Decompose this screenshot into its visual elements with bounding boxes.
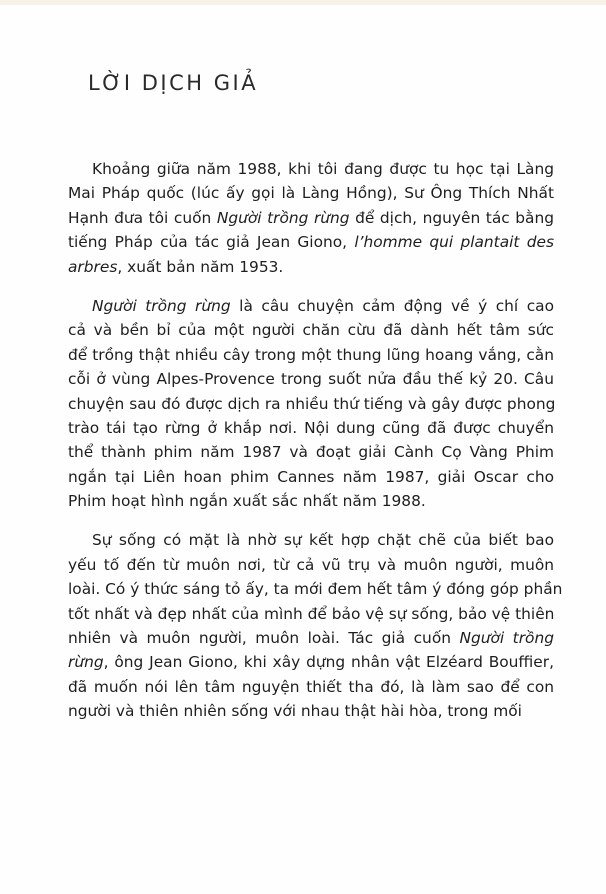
text-line (68, 528, 554, 552)
text-run: là câu chuyện cảm động về ý chí cao (230, 296, 555, 315)
text-line (68, 416, 554, 440)
paragraph (68, 157, 554, 279)
italic-text: rừng (68, 653, 104, 672)
text-line (68, 255, 554, 279)
text-run: để trồng thật nhiều cây trong một thung lũng hoang vắng, cằn (68, 345, 554, 364)
text-line (68, 181, 554, 205)
text-run: thể thành phim năm 1987 và đoạt giải Cành Cọ Vàng Phim (68, 443, 554, 462)
paragraph (68, 528, 563, 723)
text-line (68, 318, 554, 342)
text-run: để dịch, nguyên tác bằng (349, 208, 554, 227)
text-line (68, 626, 554, 650)
text-run: Phim hoạt hình ngắn xuất sắc nhất năm 1988. (68, 492, 426, 511)
text-line (68, 440, 554, 464)
text-run: người và thiên nhiên sống với nhau thật hài hòa, trong mối (68, 702, 522, 721)
text-line (68, 157, 554, 181)
page-heading: LỜI DỊCH GIẢ (88, 71, 259, 95)
text-line (68, 294, 554, 318)
text-run: nhiên và muôn người, muôn loài. Tác giả cuốn (68, 629, 460, 648)
text-run: tiếng Pháp của tác giả Jean Giono, (68, 233, 355, 252)
italic-text: l’homme qui plantait des (354, 233, 554, 252)
text-run: Mai Pháp quốc (lúc ấy gọi là Làng Hồng), Sư Ông Thích Nhất (68, 184, 554, 203)
text-run: chuyện sau đó được dịch ra nhiều thứ tiếng và gây được phong (68, 394, 556, 413)
italic-text: Người trồng rừng (216, 208, 350, 227)
text-line (68, 465, 554, 489)
text-line (68, 553, 554, 577)
text-line (68, 367, 554, 391)
text-run: , ông Jean Giono, khi xây dựng nhân vật Elzéard Bouffier, (103, 653, 554, 672)
text-line (68, 230, 554, 254)
body-text (68, 157, 563, 739)
text-run: Sự sống có mặt là nhờ sự kết hợp chặt chẽ của biết bao (92, 531, 554, 550)
text-line (68, 675, 554, 699)
text-run: yếu tố đến từ muôn nơi, từ cả vũ trụ và muôn người, muôn (68, 555, 554, 574)
text-line (68, 489, 554, 513)
italic-text: Người trồng rừng (92, 296, 231, 315)
text-line (68, 650, 554, 674)
text-run: loài. Có ý thức sáng tỏ ấy, ta mới đem hết tâm ý đóng góp phần (68, 580, 563, 599)
text-line (68, 577, 563, 601)
italic-text: Người trồng (459, 629, 554, 648)
text-run: cỗi ở vùng Alpes-Provence trong suốt nửa đầu thế kỷ 20. Câu (68, 370, 554, 389)
text-run: ngắn tại Liên hoan phim Cannes năm 1987, giải Oscar cho (68, 467, 554, 486)
paragraph (68, 294, 554, 514)
text-run: Khoảng giữa năm 1988, khi tôi đang được tu học tại Làng (92, 160, 554, 178)
text-line (68, 343, 554, 367)
text-run: trào tái tạo rừng ở khắp nơi. Nội dung cũng đã được chuyển (68, 418, 554, 437)
text-run: đã muốn nói lên tâm nguyện thiết tha đó, là làm sao để con (68, 677, 554, 696)
text-run: cả và bền bỉ của một người chăn cừu đã dành hết tâm sức (68, 321, 554, 340)
text-line (68, 699, 554, 723)
text-line (68, 206, 554, 230)
book-page (0, 5, 606, 894)
text-line (68, 392, 554, 416)
text-run: , xuất bản năm 1953. (117, 257, 284, 276)
text-line (68, 602, 554, 626)
text-run: tốt nhất và đẹp nhất của mình để bảo vệ sự sống, bảo vệ thiên (68, 604, 555, 623)
italic-text: arbres (68, 257, 118, 276)
text-run: Hạnh đưa tôi cuốn (68, 208, 217, 227)
